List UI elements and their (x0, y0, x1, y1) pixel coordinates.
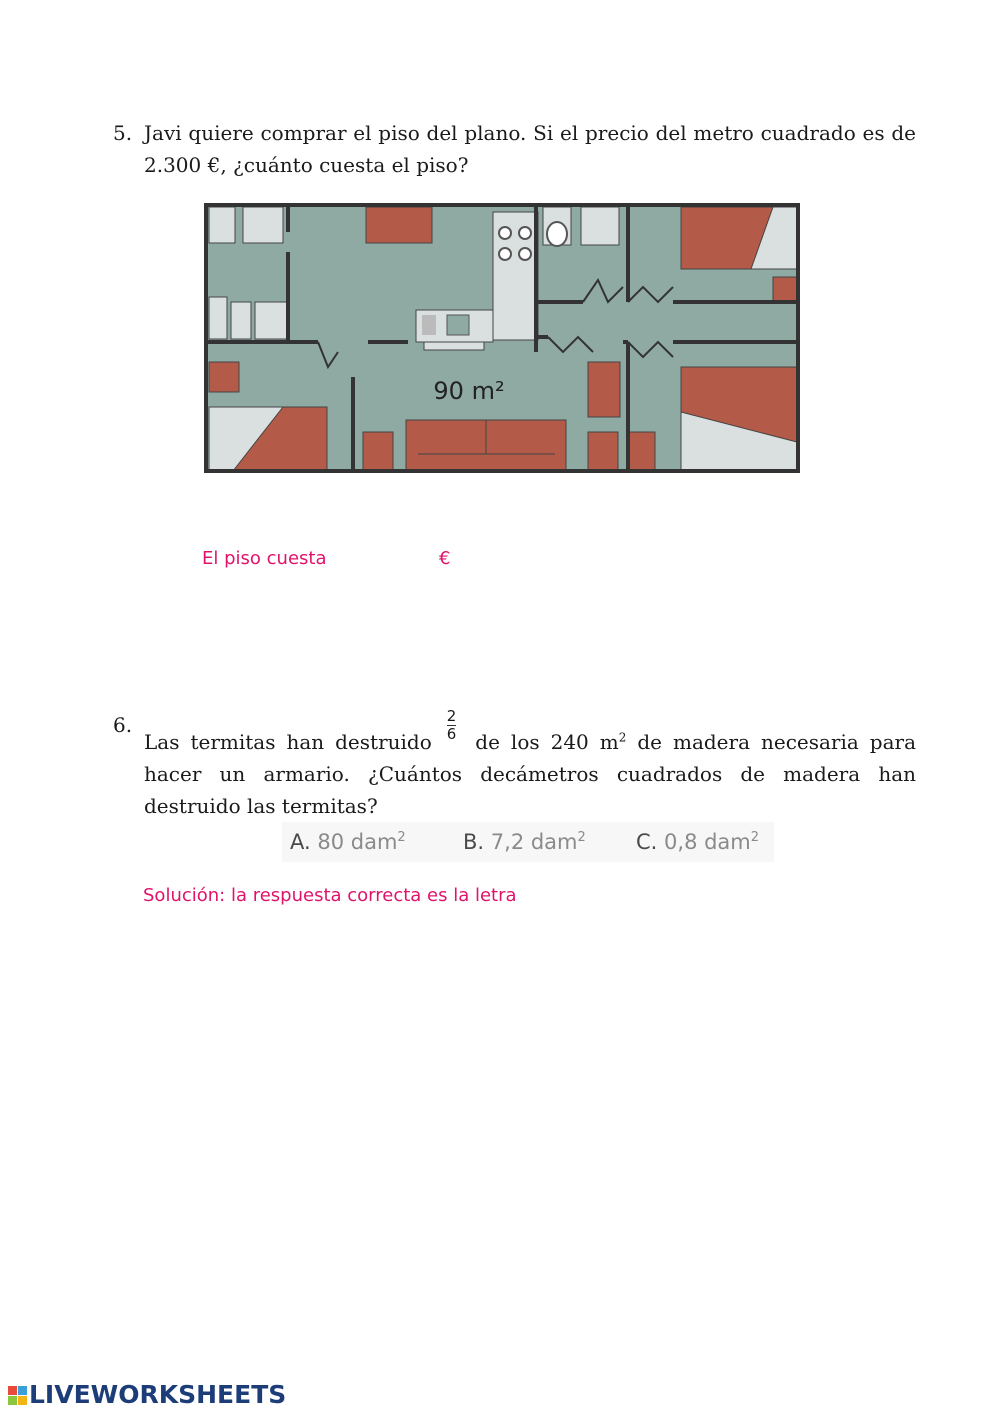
option-superscript: 2 (750, 830, 760, 845)
fraction (447, 709, 457, 742)
option-value: 0,8 dam (664, 830, 751, 854)
option-letter: C. (636, 830, 658, 854)
superscript: 2 (618, 730, 627, 745)
option-value: 80 dam (317, 830, 398, 854)
option-letter: A. (290, 830, 311, 854)
fraction-numerator: 2 (446, 707, 457, 725)
option-b (463, 822, 586, 862)
answer-options (282, 822, 774, 862)
fraction-denominator: 6 (446, 725, 457, 743)
floor-plan-image (203, 202, 801, 475)
question-6 (113, 709, 916, 822)
question-text: Javi quiere comprar el piso del plano. Si el precio del metro cuadrado es de 2.300 €, ¿cuánto cuesta el piso? (144, 121, 916, 177)
answer-currency: € (439, 548, 451, 569)
question-text (144, 709, 916, 822)
question-text-end: de madera necesaria para hacer un armario. ¿Cuántos decámetros cuadrados de madera han destruido las termitas? (144, 730, 916, 818)
question-number: 6. (113, 713, 133, 737)
option-superscript: 2 (397, 830, 406, 845)
question-5 (113, 117, 916, 181)
liveworksheets-logo (8, 1380, 286, 1410)
option-letter: B. (463, 830, 485, 854)
brand-name: LIVEWORKSHEETS (29, 1380, 287, 1409)
option-a (290, 822, 406, 862)
plan-area-label: 90 m² (433, 377, 505, 405)
option-value: 7,2 dam (490, 830, 578, 854)
logo-blocks-icon (8, 1386, 27, 1405)
question-text-start: Las termitas han destruido (144, 730, 432, 754)
solution-text: Solución: la respuesta correcta es la letra (143, 885, 517, 906)
option-c (636, 822, 759, 862)
answer-prefix: El piso cuesta (202, 548, 327, 569)
option-superscript: 2 (577, 830, 586, 845)
question-number: 5. (113, 121, 133, 145)
question-text-mid: de los 240 m (475, 730, 619, 754)
